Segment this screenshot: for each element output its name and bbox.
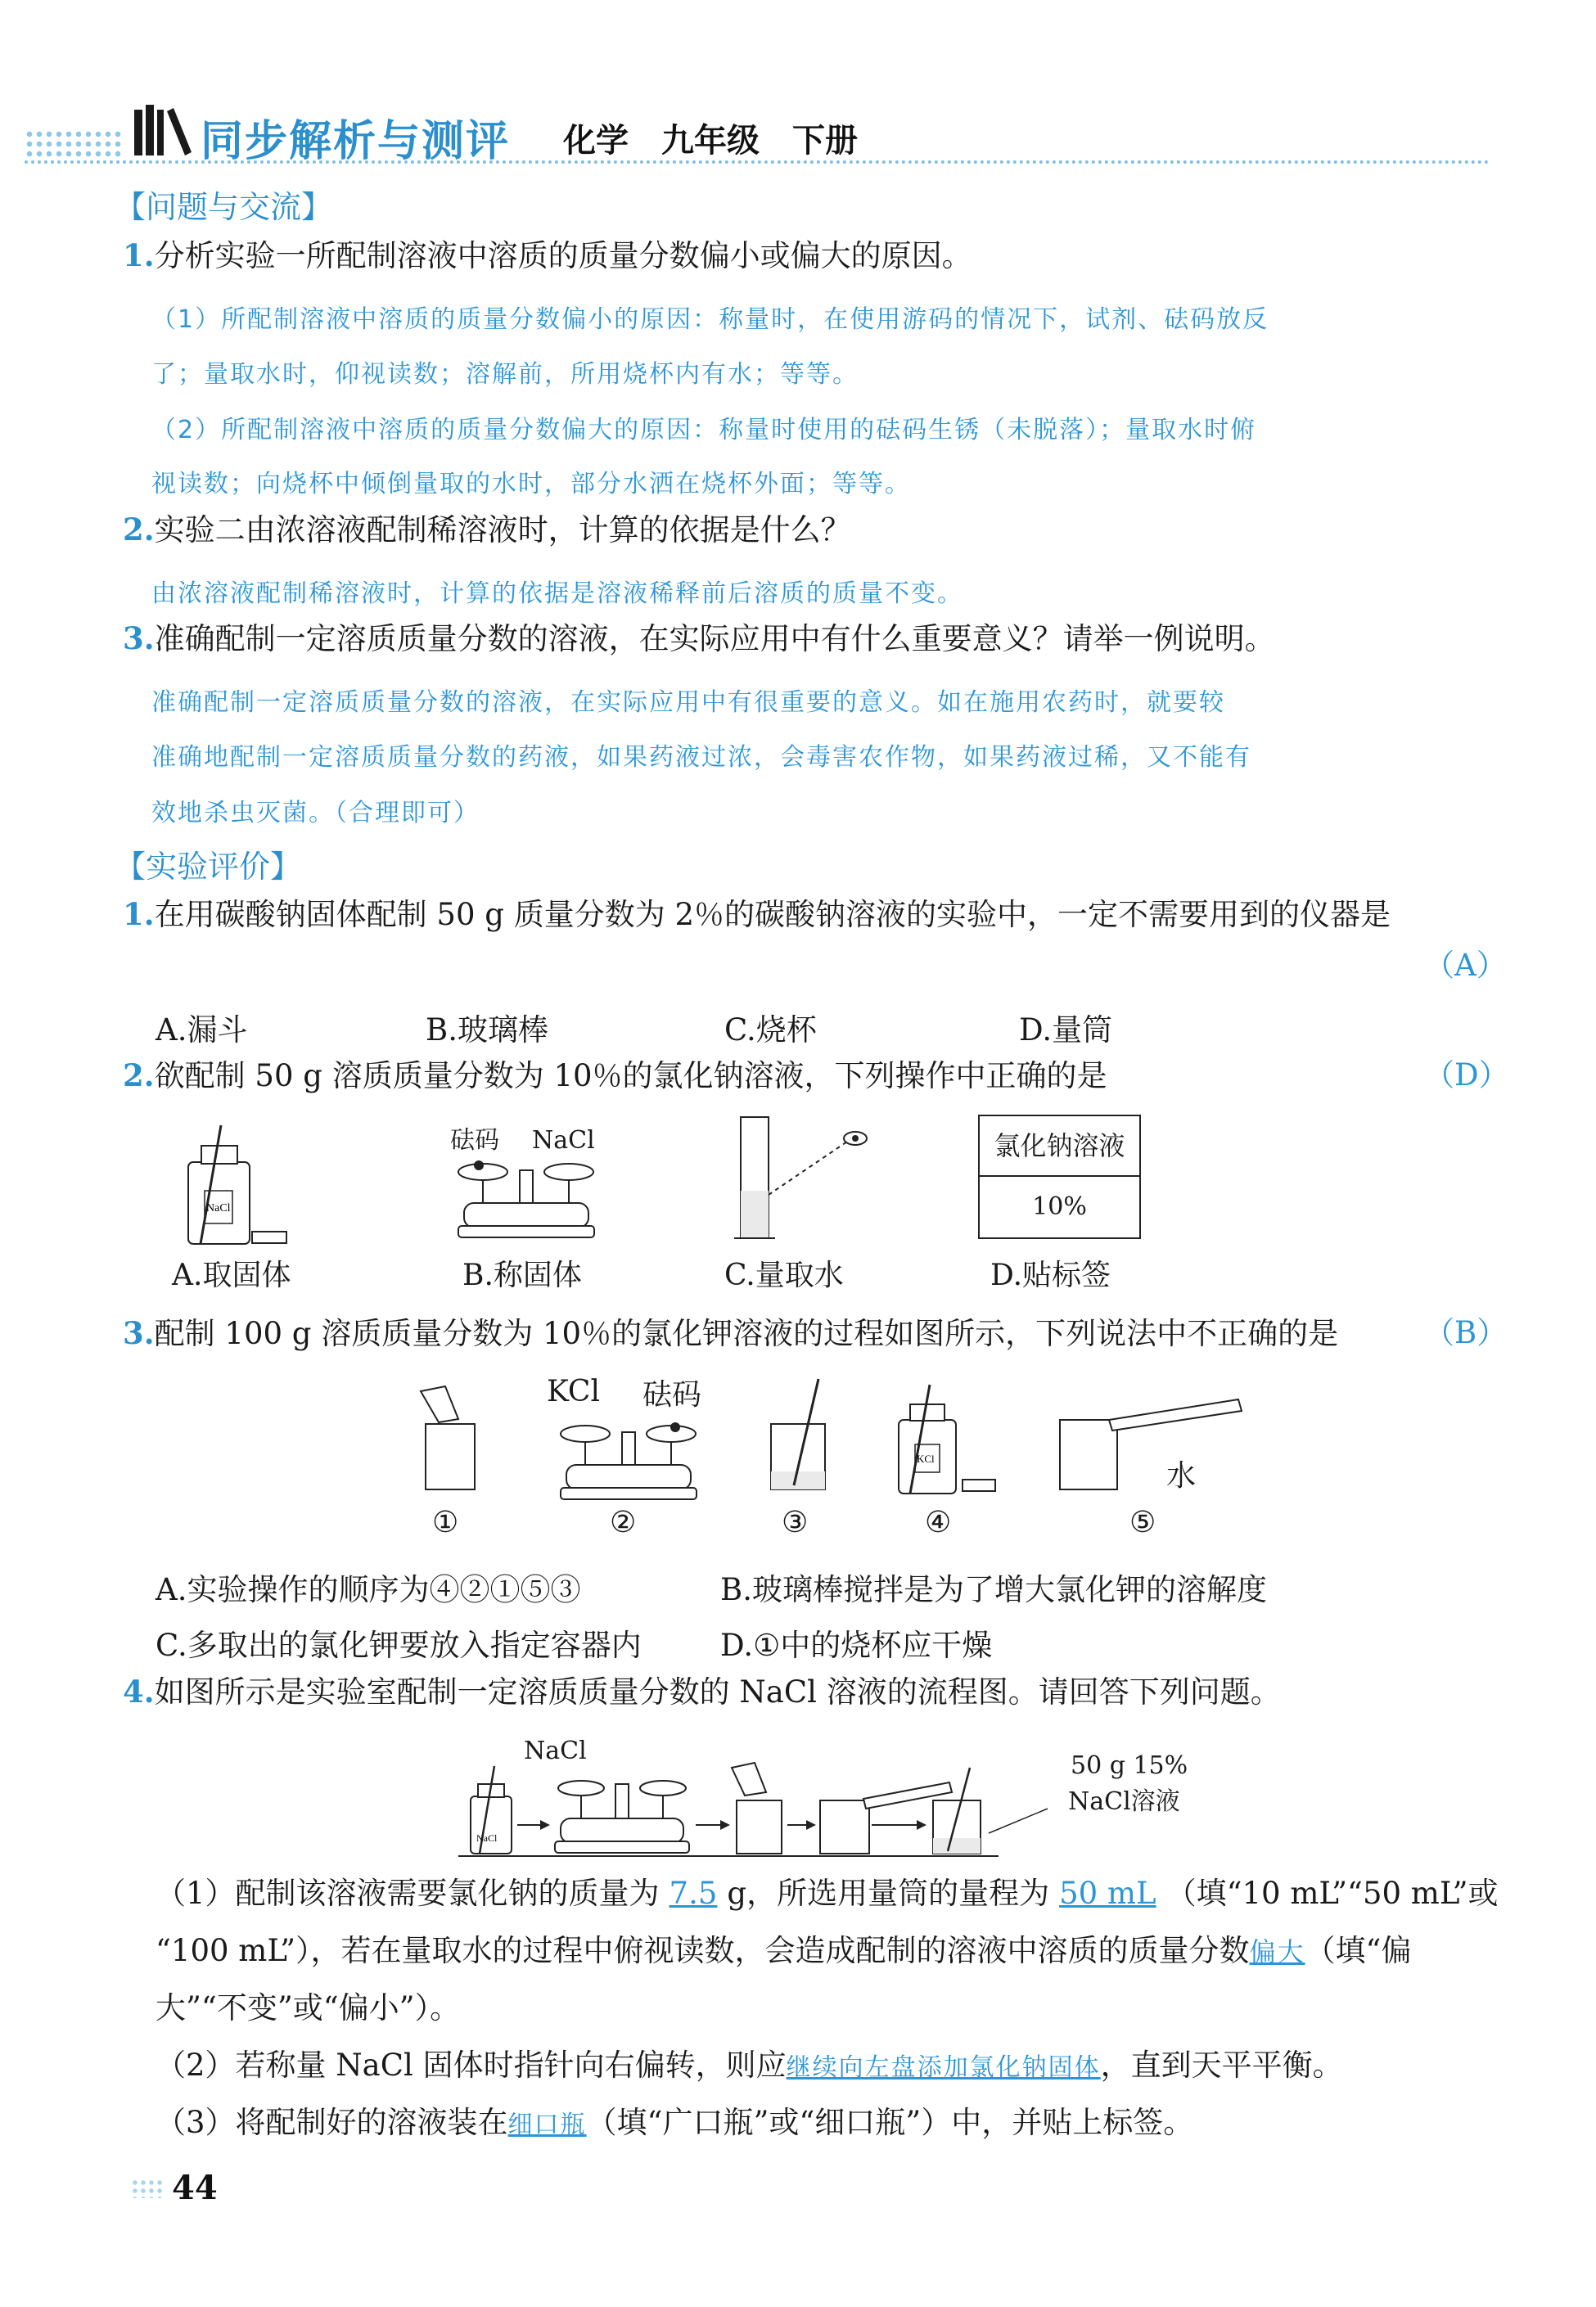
answer-blank: 7.5 [669,1876,718,1911]
figure-caption: B.称固体 [462,1259,582,1292]
choice-d: D.①中的烧杯应干燥 [720,1628,993,1663]
solution-amount-label: 50 g 15% [1071,1751,1188,1780]
step-number: ① [432,1506,459,1539]
book-title: 同步解析与测评 [201,117,511,166]
step-number: ③ [782,1506,809,1539]
choice-c: C.多取出的氯化钾要放入指定容器内 [156,1628,642,1663]
q4-part3 [156,2105,1193,2143]
question-number: 2. [123,1057,155,1093]
text: （填“广口瓶”或“细口瓶”）中，并贴上标签。 [586,2105,1194,2140]
step-number: ④ [925,1506,952,1539]
text: g，所选用量筒的量程为 [727,1876,1050,1911]
bottle-label: KCl [917,1453,935,1465]
beaker-with-rod [761,1375,835,1498]
header-divider [25,160,1490,164]
reagent-bottle-figure [884,1383,1007,1498]
answer-line: 视读数；向烧杯中倾倒量取的水时，部分水洒在烧杯外面；等等。 [151,470,911,498]
figure-caption: A.取固体 [172,1259,291,1292]
label-concentration: 10% [1032,1192,1087,1221]
answer-line: 由浓溶液配制稀溶液时，计算的依据是溶液稀释前后溶质的质量不变。 [151,579,963,608]
eval-question-4 [123,1674,1281,1710]
answer-blank: 继续向左盘添加氯化钠固体 [786,2053,1101,2082]
question-text: 配制 100 g 溶质质量分数为 10％的氯化钾溶液的过程如图所示，下列说法中不正确的是 [154,1316,1339,1351]
q4-part2 [156,2048,1343,2086]
answer-line: 准确配制一定溶质质量分数的溶液，在实际应用中有很重要的意义。如在施用农药时，就要较 [151,688,1225,717]
eval-question-1 [123,896,1391,933]
question-text: 如图所示是实验室配制一定溶质质量分数的 NaCl 溶液的流程图。请回答下列问题。 [154,1674,1281,1710]
answer-blank: 50 mL [1059,1876,1156,1911]
kcl-label: KCl [547,1375,600,1408]
question-number: 3. [123,620,155,656]
q4-part1-line1 [156,1876,1499,1912]
beaker-with-paper [409,1383,483,1498]
answer-choice: （B） [1424,1315,1508,1350]
question-text: 欲配制 50 g 溶质质量分数为 10％的氯化钠溶液，下列操作中正确的是 [154,1058,1107,1093]
question-number: 3. [123,1315,155,1351]
answer-line: 效地杀虫灭菌。（合理即可） [151,799,480,827]
question-1 [123,237,972,274]
question-text: 实验二由浓溶液配制稀溶液时，计算的依据是什么？ [154,512,851,547]
text: （填“偏 [1305,1933,1412,1968]
nacl-label: NaCl [524,1737,587,1765]
section-heading-evaluation: 【实验评价】 [115,849,302,885]
nacl-label: NaCl [532,1126,595,1155]
text: （1）配制该溶液需要氯化钠的质量为 [156,1876,660,1911]
answer-choice: （A） [1424,948,1507,983]
choice-d: D.量筒 [1019,1012,1113,1048]
pouring-water-figure [1052,1383,1248,1498]
weights-label: 砝码 [642,1378,702,1412]
answer-blank: 偏大 [1249,1936,1305,1967]
answer-line: 了；量取水时，仰视读数；溶解前，所用烧杯内有水；等等。 [151,360,859,389]
q4-part1-line2 [156,1933,1411,1970]
section-heading-discussion: 【问题与交流】 [115,189,333,225]
question-3 [123,620,1275,657]
header-dots-decoration [25,129,123,157]
page-number: 44 [172,2169,218,2207]
label-name: 氯化钠溶液 [980,1116,1139,1177]
balance-scale-icon [454,1154,602,1244]
text: ，直到天平平衡。 [1100,2048,1343,2083]
solution-name-label: NaCl溶液 [1068,1787,1180,1816]
bottle-label: NaCl [206,1202,231,1214]
figure-caption: C.量取水 [724,1259,844,1292]
question-2 [123,511,851,548]
question-text: 在用碳酸钠固体配制 50 g 质量分数为 2％的碳酸钠溶液的实验中，一定不需要用到的仪器是 [154,897,1391,932]
figure-take-solid [172,1121,295,1252]
bottle-label: NaCl [476,1832,498,1844]
solution-label-card [978,1115,1141,1239]
graduated-cylinder-figure [733,1109,896,1248]
answer-line: （2）所配制溶液中溶质的质量分数偏大的原因：称量时使用的砝码生锈（未脱落）；量取水时俯 [151,416,1257,444]
answer-line: （1）所配制溶液中溶质的质量分数偏小的原因：称量时，在使用游码的情况下，试剂、砝码放反 [151,305,1269,334]
choice-b: B.玻璃棒搅拌是为了增大氯化钾的溶解度 [720,1572,1267,1607]
answer-blank: 细口瓶 [507,2111,587,2139]
nacl-preparation-flowchart [458,1760,1064,1866]
eval-question-2 [123,1057,1107,1094]
water-label: 水 [1166,1459,1197,1493]
step-number: ② [610,1506,637,1539]
question-number: 1. [123,237,155,273]
choice-a: A.漏斗 [156,1012,248,1048]
page-number-decoration [131,2179,164,2198]
text: （2）若称量 NaCl 固体时指针向右偏转，则应 [156,2048,787,2083]
books-logo-icon [131,98,193,157]
eval-question-3 [123,1315,1338,1352]
question-number: 4. [123,1674,155,1710]
question-text: 准确配制一定溶质质量分数的溶液，在实际应用中有什么重要意义？请举一例说明。 [154,621,1275,656]
choice-a: A.实验操作的顺序为④②①⑤③ [156,1572,581,1607]
weights-label: 砝码 [450,1126,499,1155]
answer-choice: （D） [1424,1057,1509,1093]
answer-line: 准确地配制一定溶质质量分数的药液，如果药液过浓，会毒害农作物，如果药液过稀，又不能有 [151,743,1251,772]
q4-part1-line3: 大”“不变”或“偏小”）。 [156,1990,461,2025]
text: （3）将配制好的溶液装在 [156,2105,508,2140]
book-subtitle: 化学 九年级 下册 [563,122,858,160]
choice-c: C.烧杯 [724,1012,817,1048]
text: （填“10 mL”“50 mL”或 [1165,1876,1499,1911]
choice-b: B.玻璃棒 [426,1012,548,1048]
balance-scale-icon [557,1416,704,1506]
question-number: 1. [123,896,155,932]
step-number: ⑤ [1129,1506,1156,1539]
question-number: 2. [123,511,155,547]
figure-caption: D.贴标签 [990,1259,1111,1292]
text: “100 mL”），若在量取水的过程中俯视读数，会造成配制的溶液中溶质的质量分数 [156,1933,1250,1968]
question-text: 分析实验一所配制溶液中溶质的质量分数偏小或偏大的原因。 [154,238,972,273]
